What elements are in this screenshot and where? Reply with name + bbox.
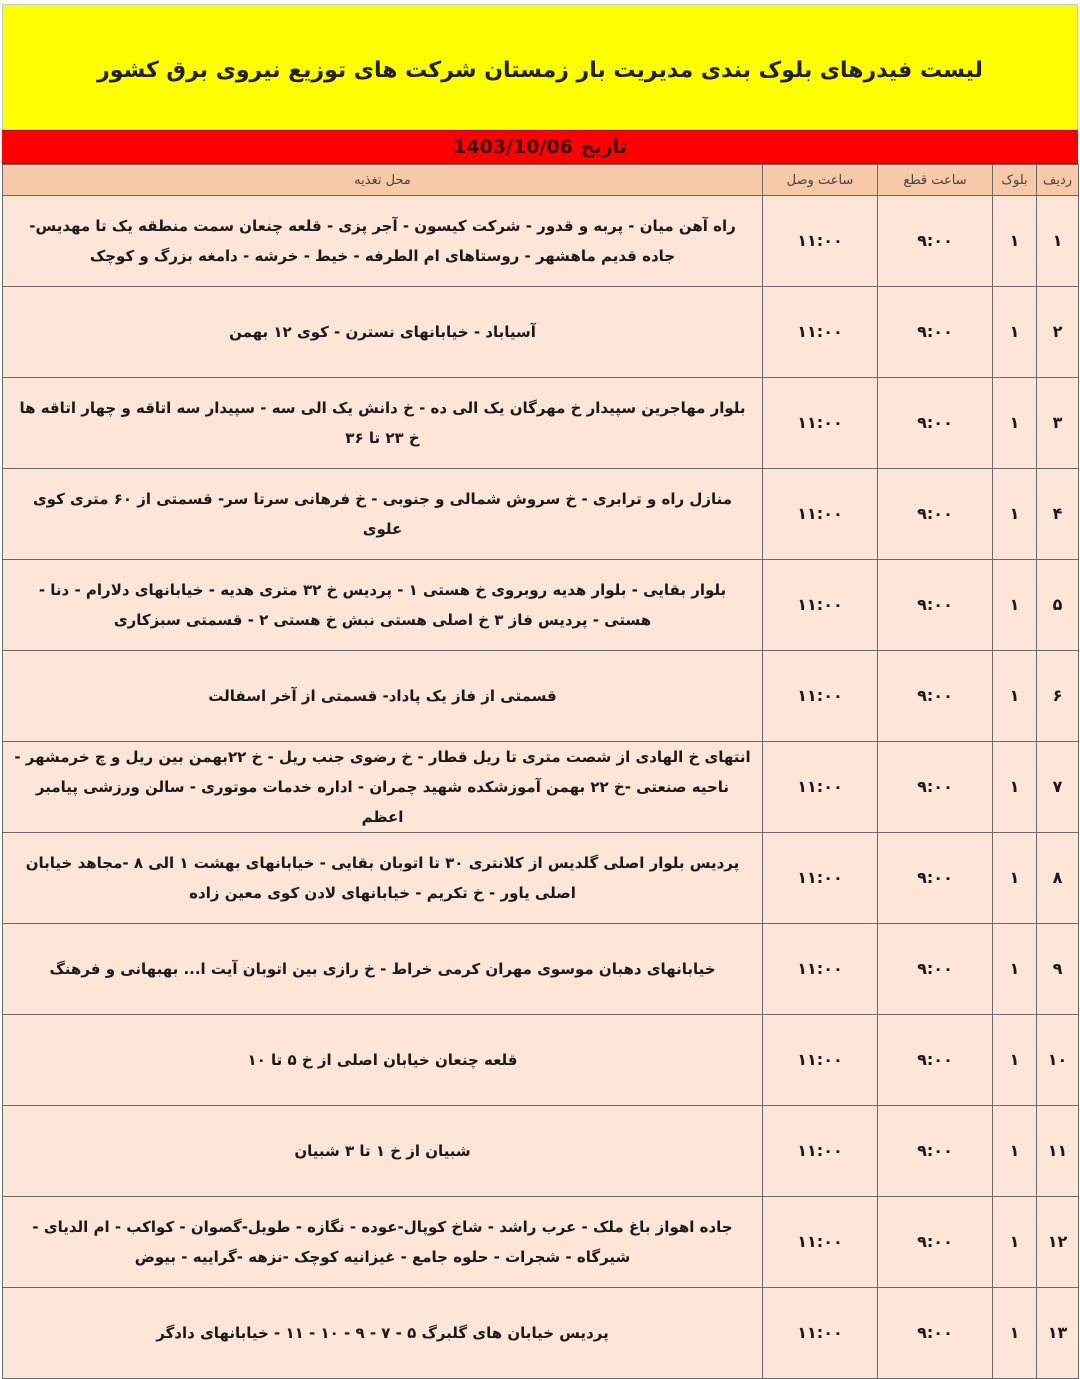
cell-connect-time: ۱۱:۰۰ bbox=[763, 651, 878, 742]
cell-connect-time: ۱۱:۰۰ bbox=[763, 560, 878, 651]
cell-connect-time: ۱۱:۰۰ bbox=[763, 469, 878, 560]
cell-row-number: ۵ bbox=[1037, 560, 1079, 651]
cell-location bbox=[3, 378, 763, 469]
cell-location bbox=[3, 742, 763, 833]
cell-cut-time: ۹:۰۰ bbox=[878, 560, 993, 651]
table-row bbox=[3, 833, 1079, 924]
location-text: بلوار بقایی - بلوار هدیه روبروی خ هستی ۱ - پردیس خ ۳۲ متری هدیه - خیابانهای دلارام - دنا - هستی - پردیس فاز ۳ خ اصلی هستی نبش خ هستی ۲ - قسمتی سبزکاری bbox=[38, 581, 727, 629]
table-row bbox=[3, 1197, 1079, 1288]
location-text: جاده اهواز باغ ملک - عرب راشد - شاخ کوپال-عوده - نگازه - طویل-گصوان - کواکب - ام الدیای - شیرگاه - شجرات - حلوه جامع - غیزانیه کوچک -نزهه -گراییه - بیوض bbox=[32, 1218, 733, 1266]
cell-location bbox=[3, 560, 763, 651]
table-row bbox=[3, 378, 1079, 469]
cell-block: ۱ bbox=[993, 287, 1037, 378]
location-text: انتهای خ الهادی از شصت متری تا ریل قطار - خ رضوی جنب ریل - خ ۲۲بهمن بین ریل و چ خرمشهر - ناحیه صنعتی -خ ۲۲ بهمن آموزشکده شهید چمران - اداره خدمات موتوری - سالن ورزشی پیامبر اعظم bbox=[14, 748, 751, 826]
table-row bbox=[3, 742, 1079, 833]
location-text: آسیاباد - خیابانهای نسترن - کوی ۱۲ بهمن bbox=[229, 323, 536, 341]
cell-block: ۱ bbox=[993, 196, 1037, 287]
cell-row-number: ۶ bbox=[1037, 651, 1079, 742]
cell-block: ۱ bbox=[993, 1197, 1037, 1288]
table-row bbox=[3, 924, 1079, 1015]
location-text: قلعه چنعان خیابان اصلی از خ ۵ تا ۱۰ bbox=[247, 1051, 518, 1069]
cell-block: ۱ bbox=[993, 924, 1037, 1015]
header-block: بلوک bbox=[993, 165, 1037, 196]
date-value: 1403/10/06 bbox=[453, 136, 573, 158]
cell-row-number: ۱ bbox=[1037, 196, 1079, 287]
cell-row-number: ۷ bbox=[1037, 742, 1079, 833]
cell-block: ۱ bbox=[993, 1288, 1037, 1379]
cell-location bbox=[3, 833, 763, 924]
feeder-table bbox=[2, 164, 1079, 1379]
cell-location bbox=[3, 1288, 763, 1379]
cell-connect-time: ۱۱:۰۰ bbox=[763, 1106, 878, 1197]
title-banner bbox=[2, 4, 1078, 130]
location-text: خیابانهای دهبان موسوی مهران کرمی خراط - خ رازی بین اتوبان آیت ا... بهبهانی و فرهنگ bbox=[49, 960, 716, 978]
table-row bbox=[3, 1015, 1079, 1106]
cell-row-number: ۱۱ bbox=[1037, 1106, 1079, 1197]
cell-location bbox=[3, 1197, 763, 1288]
table-row bbox=[3, 287, 1079, 378]
location-text: شبیان از خ ۱ تا ۳ شبیان bbox=[294, 1142, 471, 1160]
cell-cut-time: ۹:۰۰ bbox=[878, 196, 993, 287]
cell-cut-time: ۹:۰۰ bbox=[878, 1015, 993, 1106]
cell-row-number: ۱۳ bbox=[1037, 1288, 1079, 1379]
cell-row-number: ۳ bbox=[1037, 378, 1079, 469]
header-location: محل تغذیه bbox=[3, 165, 763, 196]
table-row bbox=[3, 560, 1079, 651]
cell-cut-time: ۹:۰۰ bbox=[878, 833, 993, 924]
cell-connect-time: ۱۱:۰۰ bbox=[763, 287, 878, 378]
cell-location bbox=[3, 924, 763, 1015]
cell-connect-time: ۱۱:۰۰ bbox=[763, 378, 878, 469]
location-text: بلوار مهاجرین سپیدار خ مهرگان یک الی ده - خ دانش یک الی سه - سپیدار سه اتاقه و چهار اتاقه ها خ ۲۳ تا ۳۶ bbox=[19, 399, 746, 447]
cell-cut-time: ۹:۰۰ bbox=[878, 651, 993, 742]
cell-location bbox=[3, 651, 763, 742]
cell-cut-time: ۹:۰۰ bbox=[878, 287, 993, 378]
cell-cut-time: ۹:۰۰ bbox=[878, 1197, 993, 1288]
cell-cut-time: ۹:۰۰ bbox=[878, 378, 993, 469]
cell-block: ۱ bbox=[993, 469, 1037, 560]
cell-row-number: ۹ bbox=[1037, 924, 1079, 1015]
cell-block: ۱ bbox=[993, 1106, 1037, 1197]
cell-row-number: ۸ bbox=[1037, 833, 1079, 924]
table-row bbox=[3, 1288, 1079, 1379]
cell-location bbox=[3, 1015, 763, 1106]
cell-block: ۱ bbox=[993, 651, 1037, 742]
cell-row-number: ۴ bbox=[1037, 469, 1079, 560]
cell-block: ۱ bbox=[993, 833, 1037, 924]
header-connect-time: ساعت وصل bbox=[763, 165, 878, 196]
location-text: پردیس بلوار اصلی گلدیس از کلانتری ۳۰ تا اتوبان بقایی - خیابانهای بهشت ۱ الی ۸ -مجاهد خیابان اصلی یاور - خ تکریم - خیابانهای لادن کوی معین زاده bbox=[25, 854, 740, 902]
cell-connect-time: ۱۱:۰۰ bbox=[763, 1288, 878, 1379]
cell-location bbox=[3, 1106, 763, 1197]
cell-location bbox=[3, 469, 763, 560]
cell-block: ۱ bbox=[993, 560, 1037, 651]
date-label: تاریخ bbox=[580, 136, 627, 158]
cell-row-number: ۱۲ bbox=[1037, 1197, 1079, 1288]
table-row bbox=[3, 196, 1079, 287]
cell-connect-time: ۱۱:۰۰ bbox=[763, 196, 878, 287]
cell-cut-time: ۹:۰۰ bbox=[878, 924, 993, 1015]
cell-row-number: ۱۰ bbox=[1037, 1015, 1079, 1106]
cell-block: ۱ bbox=[993, 742, 1037, 833]
location-text: منازل راه و ترابری - خ سروش شمالی و جنوبی - خ فرهانی سرتا سر- قسمتی از ۶۰ متری کوی علوی bbox=[32, 490, 733, 538]
date-banner bbox=[2, 130, 1078, 164]
cell-connect-time: ۱۱:۰۰ bbox=[763, 1197, 878, 1288]
cell-location bbox=[3, 196, 763, 287]
table-row bbox=[3, 1106, 1079, 1197]
cell-location bbox=[3, 287, 763, 378]
location-text: راه آهن میان - پربه و قدور - شرکت کیسون - آجر پزی - قلعه چنعان سمت منطقه یک تا مهدیس-جاده قدیم ماهشهر - روستاهای ام الطرفه - خیط - خرشه - دامغه بزرگ و کوچک bbox=[29, 217, 736, 265]
header-row bbox=[3, 165, 1079, 196]
table-row bbox=[3, 651, 1079, 742]
cell-cut-time: ۹:۰۰ bbox=[878, 1106, 993, 1197]
cell-connect-time: ۱۱:۰۰ bbox=[763, 833, 878, 924]
cell-cut-time: ۹:۰۰ bbox=[878, 742, 993, 833]
cell-block: ۱ bbox=[993, 1015, 1037, 1106]
cell-connect-time: ۱۱:۰۰ bbox=[763, 1015, 878, 1106]
location-text: قسمتی از فاز یک پاداد- قسمتی از آخر اسفالت bbox=[208, 687, 557, 705]
page-title: لیست فیدرهای بلوک بندی مدیریت بار زمستان شرکت های توزیع نیروی برق کشور bbox=[97, 57, 983, 83]
cell-block: ۱ bbox=[993, 378, 1037, 469]
location-text: پردیس خیابان های گلبرگ ۵ - ۷ - ۹ - ۱۰ - ۱۱ - خیابانهای دادگر bbox=[156, 1324, 609, 1342]
header-row-number: ردیف bbox=[1037, 165, 1079, 196]
table-row bbox=[3, 469, 1079, 560]
header-cut-time: ساعت قطع bbox=[878, 165, 993, 196]
cell-connect-time: ۱۱:۰۰ bbox=[763, 742, 878, 833]
cell-cut-time: ۹:۰۰ bbox=[878, 469, 993, 560]
cell-connect-time: ۱۱:۰۰ bbox=[763, 924, 878, 1015]
cell-cut-time: ۹:۰۰ bbox=[878, 1288, 993, 1379]
cell-row-number: ۲ bbox=[1037, 287, 1079, 378]
